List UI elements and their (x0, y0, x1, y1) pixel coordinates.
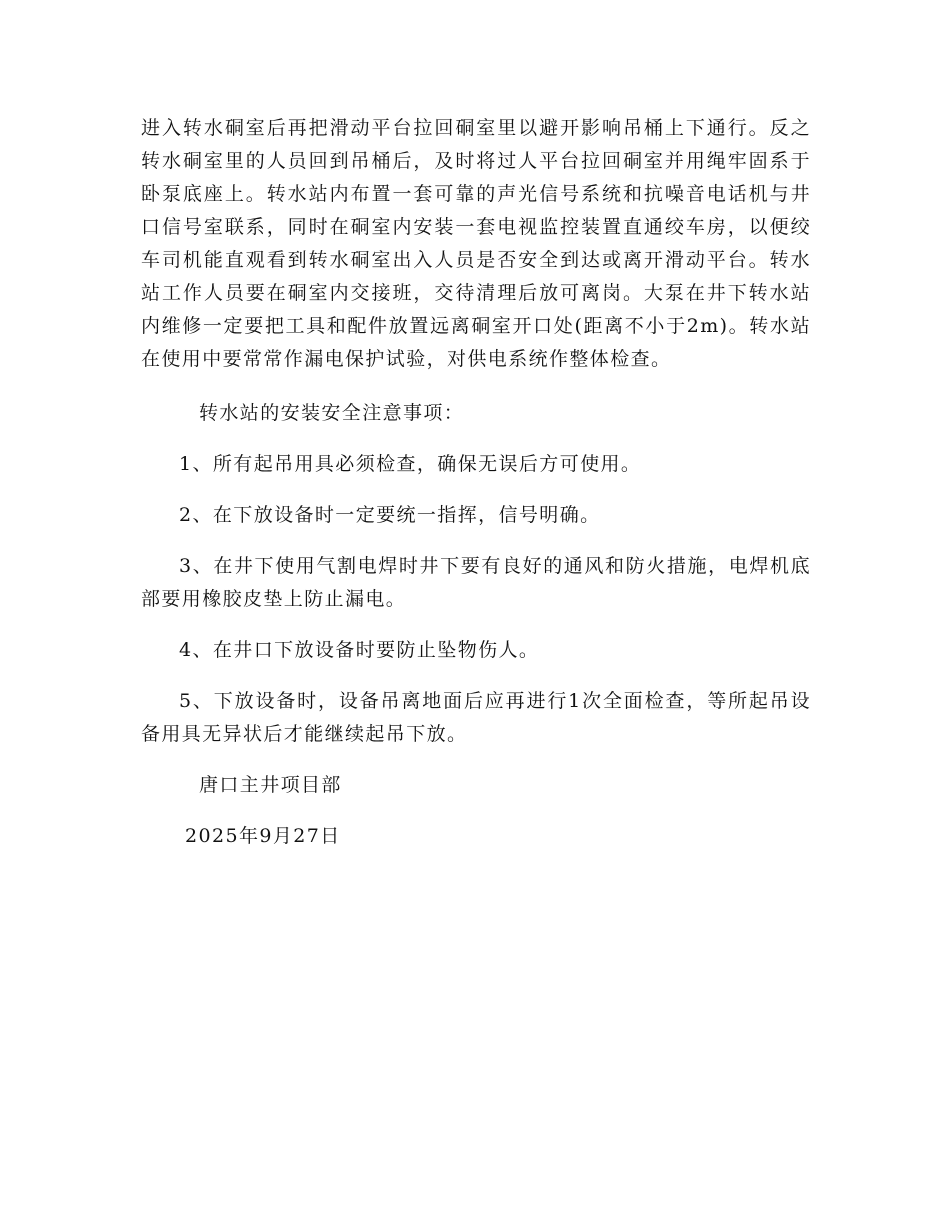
document-date: 2025年9月27日 (185, 825, 341, 847)
list-item: 2、在下放设备时一定要统一指挥，信号明确。 (179, 504, 601, 526)
document-body (141, 112, 811, 853)
section-title: 转水站的安装安全注意事项： (199, 402, 465, 424)
list-item: 3、在井下使用气割电焊时井下要有良好的通风和防火措施，电焊机底部要用橡胶皮垫上防止漏电。 (141, 555, 811, 610)
signature-org: 唐口主井项目部 (199, 774, 342, 796)
main-paragraph: 进入转水硐室后再把滑动平台拉回硐室里以避开影响吊桶上下通行。反之转水硐室里的人员回到吊桶后，及时将过人平台拉回硐室并用绳牢固系于卧泵底座上。转水站内布置一套可靠的声光信号系统和抗噪音电话机与井口信号室联系，同时在硐室内安装一套电视监控装置直通绞车房，以便绞车司机能直观看到转水硐室出入人员是否安全到达或离开滑动平台。转水站工作人员要在硐室内交接班，交待清理后放可离岗。大泵在井下转水站内维修一定要把工具和配件放置远离硐室开口处(距离不小于2m)。转水站在使用中要常常作漏电保护试验，对供电系统作整体检查。 (141, 117, 811, 370)
list-item: 1、所有起吊用具必须检查，确保无误后方可使用。 (179, 453, 642, 475)
list-item: 5、下放设备时，设备吊离地面后应再进行1次全面检查，等所起吊设备用具无异状后才能继续起吊下放。 (141, 690, 811, 745)
list-item: 4、在井口下放设备时要防止坠物伤人。 (179, 639, 540, 661)
